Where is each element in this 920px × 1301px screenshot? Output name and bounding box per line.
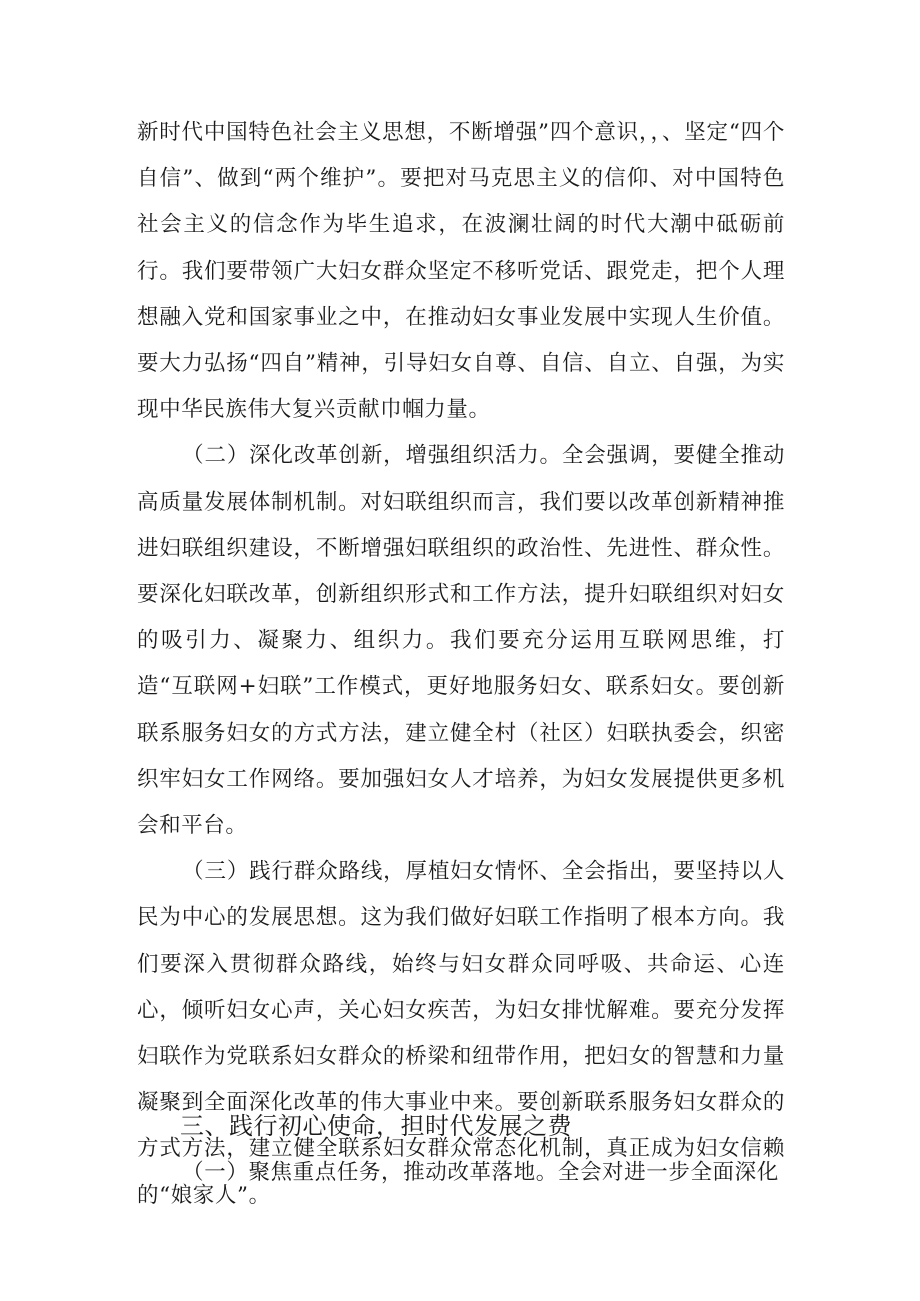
paragraph-section-two: （二）深化改革创新，增强组织活力。全会强调，要健全推动高质量发展体制机制。对妇联组织而言，我们要以改革创新精神推进妇联组织建设，不断增强妇联组织的政治性、先进性、群众性。要深化妇联改革，创新组织形式和工作方法，提升妇联组织对妇女的吸引力、凝聚力、组织力。我们要充分运用互联网思维，打造“互联网+妇联”工作模式，更好地服务妇女、联系妇女。要创新联系服务妇女的方式方法，建立健全村（社区）妇联执委会，织密织牢妇女工作网络。要加强妇女人才培养，为妇女发展提供更多机会和平台。 xyxy=(137,443,785,839)
section-heading: 三、践行初心使命，担时代发展之费 xyxy=(180,1112,572,1140)
paragraph-subsection-one: （一）聚焦重点任务，推动改革落地。全会对进一步全面深化 xyxy=(182,1160,779,1185)
paragraph-continuation: 新时代中国特色社会主义思想，不断增强”四个意识，，、坚定“四个自信”、做到“两个维护”。要把对马克思主义的信仰、对中国特色社会主义的信念作为毕生追求，在波澜壮阔的时代大潮中砥砺前行。我们要带领广大妇女群众坚定不移听党话、跟党走，把个人理想融入党和国家事业之中，在推动妇女事业发展中实现人生价值。要大力弘扬“四自”精神，引导妇女自尊、自信、自立、自强，为实现中华民族伟大复兴贡献巾帼力量。 xyxy=(137,120,785,423)
document-body xyxy=(137,110,785,1219)
paragraph-section-three: （三）践行群众路线，厚植妇女情怀、全会指出，要坚持以人民为中心的发展思想。这为我们做好妇联工作指明了根本方向。我们要深入贯彻群众路线，始终与妇女群众同呼吸、共命运、心连心，倾听妇女心声，关心妇女疾苦，为妇女排忧解难。要充分发挥妇联作为党联系妇女群众的桥梁和纽带作用，把妇女的智慧和力量凝聚到全面深化改革的伟大事业中来。要创新联系服务妇女群众的方式方法，建立健全联系妇女群众常态化机制，真正成为妇女信赖的“娘家人”。 xyxy=(137,859,785,1208)
document-body-tail xyxy=(137,1150,785,1196)
